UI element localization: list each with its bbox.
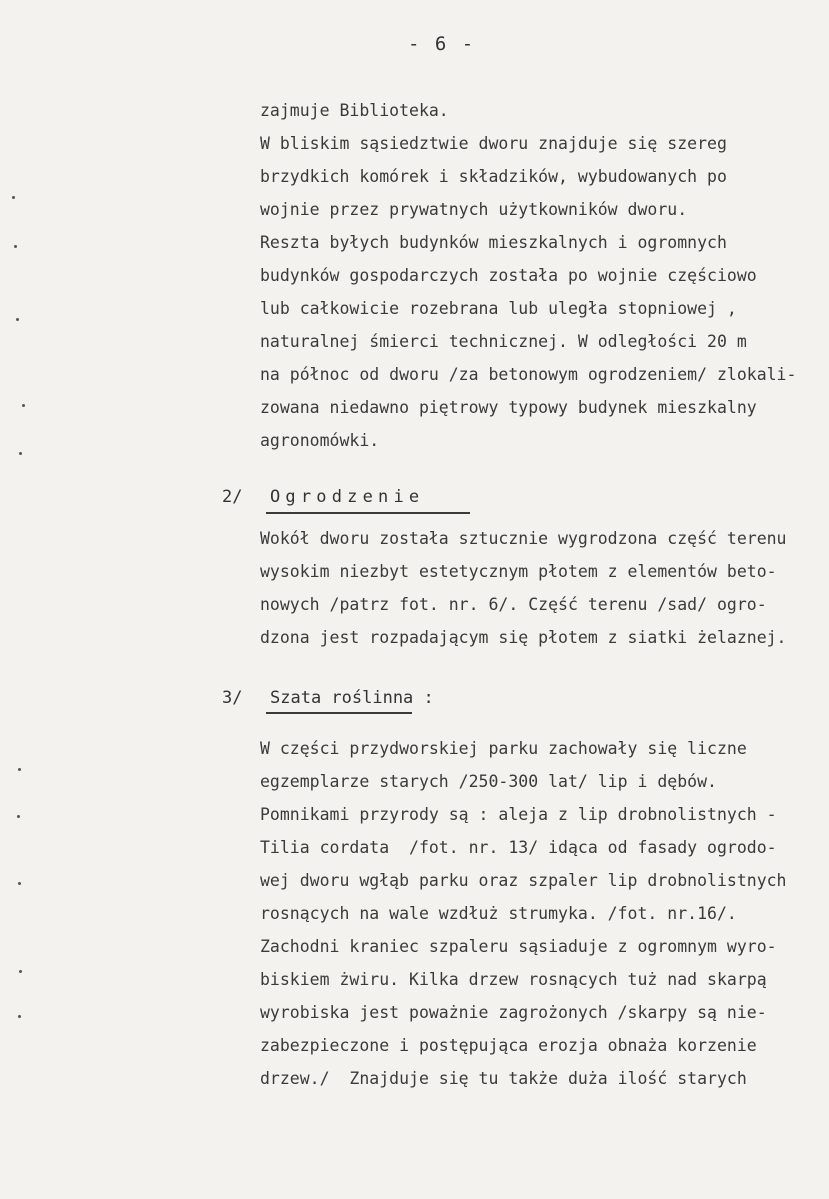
text-line: biskiem żwiru. Kilka drzew rosnących tuż nad skarpą (260, 970, 767, 989)
section-heading: Ogrodzenie (270, 487, 425, 507)
margin-mark (14, 245, 17, 248)
text-line: Wokół dworu została sztucznie wygrodzona część terenu (260, 529, 787, 548)
text-line: wojnie przez prywatnych użytkowników dworu. (260, 200, 688, 219)
text-line: drzew./ Znajduje się tu także duża ilość starych (260, 1069, 747, 1088)
margin-mark (17, 815, 20, 818)
section-number: 3/ (222, 688, 243, 708)
text-line: wej dworu wgłąb parku oraz szpaler lip drobnolistnych (260, 871, 787, 890)
text-line: naturalnej śmierci technicznej. W odległości 20 m (260, 332, 747, 351)
text-line: budynków gospodarczych została po wojnie częściowo (260, 266, 757, 285)
text-line: na północ od dworu /za betonowym ogrodzeniem/ zlokali- (260, 365, 797, 384)
text-line: brzydkich komórek i składzików, wybudowanych po (260, 167, 727, 186)
text-line: zabezpieczone i postępująca erozja obnaża korzenie (260, 1036, 757, 1055)
heading-underline (266, 512, 470, 514)
margin-mark (16, 318, 19, 321)
page-number: - 6 - (408, 33, 476, 55)
text-line: W bliskim sąsiedztwie dworu znajduje się szereg (260, 134, 727, 153)
text-line: lub całkowicie rozebrana lub uległa stopniowej , (260, 299, 737, 318)
text-line: agronomówki. (260, 431, 380, 450)
text-line: Zachodni kraniec szpaleru sąsiaduje z ogromnym wyro- (260, 937, 777, 956)
heading-underline (266, 712, 412, 714)
section-number: 2/ (222, 487, 243, 507)
margin-mark (19, 970, 22, 973)
margin-mark (18, 882, 21, 885)
text-line: Tilia cordata /fot. nr. 13/ idąca od fasady ogrodo- (260, 838, 777, 857)
text-line: zowana niedawno piętrowy typowy budynek mieszkalny (260, 398, 757, 417)
text-line: W części przydworskiej parku zachowały się liczne (260, 739, 747, 758)
text-line: wysokim niezbyt estetycznym płotem z elementów beto- (260, 562, 777, 581)
margin-mark (22, 404, 25, 407)
margin-mark (18, 768, 21, 771)
margin-mark (18, 1015, 21, 1018)
text-line: nowych /patrz fot. nr. 6/. Część terenu /sad/ ogro- (260, 595, 767, 614)
text-line: egzemplarze starych /250-300 lat/ lip i dębów. (260, 772, 717, 791)
margin-mark (19, 452, 22, 455)
text-line: Pomnikami przyrody są : aleja z lip drobnolistnych - (260, 805, 777, 824)
section-heading: Szata roślinna : (270, 688, 434, 708)
margin-mark (12, 196, 15, 199)
text-line: zajmuje Biblioteka. (260, 101, 449, 120)
text-line: Reszta byłych budynków mieszkalnych i ogromnych (260, 233, 727, 252)
text-line: dzona jest rozpadającym się płotem z siatki żelaznej. (260, 628, 787, 647)
text-line: wyrobiska jest poważnie zagrożonych /skarpy są nie- (260, 1003, 767, 1022)
text-line: rosnących na wale wzdłuż strumyka. /fot. nr.16/. (260, 904, 737, 923)
